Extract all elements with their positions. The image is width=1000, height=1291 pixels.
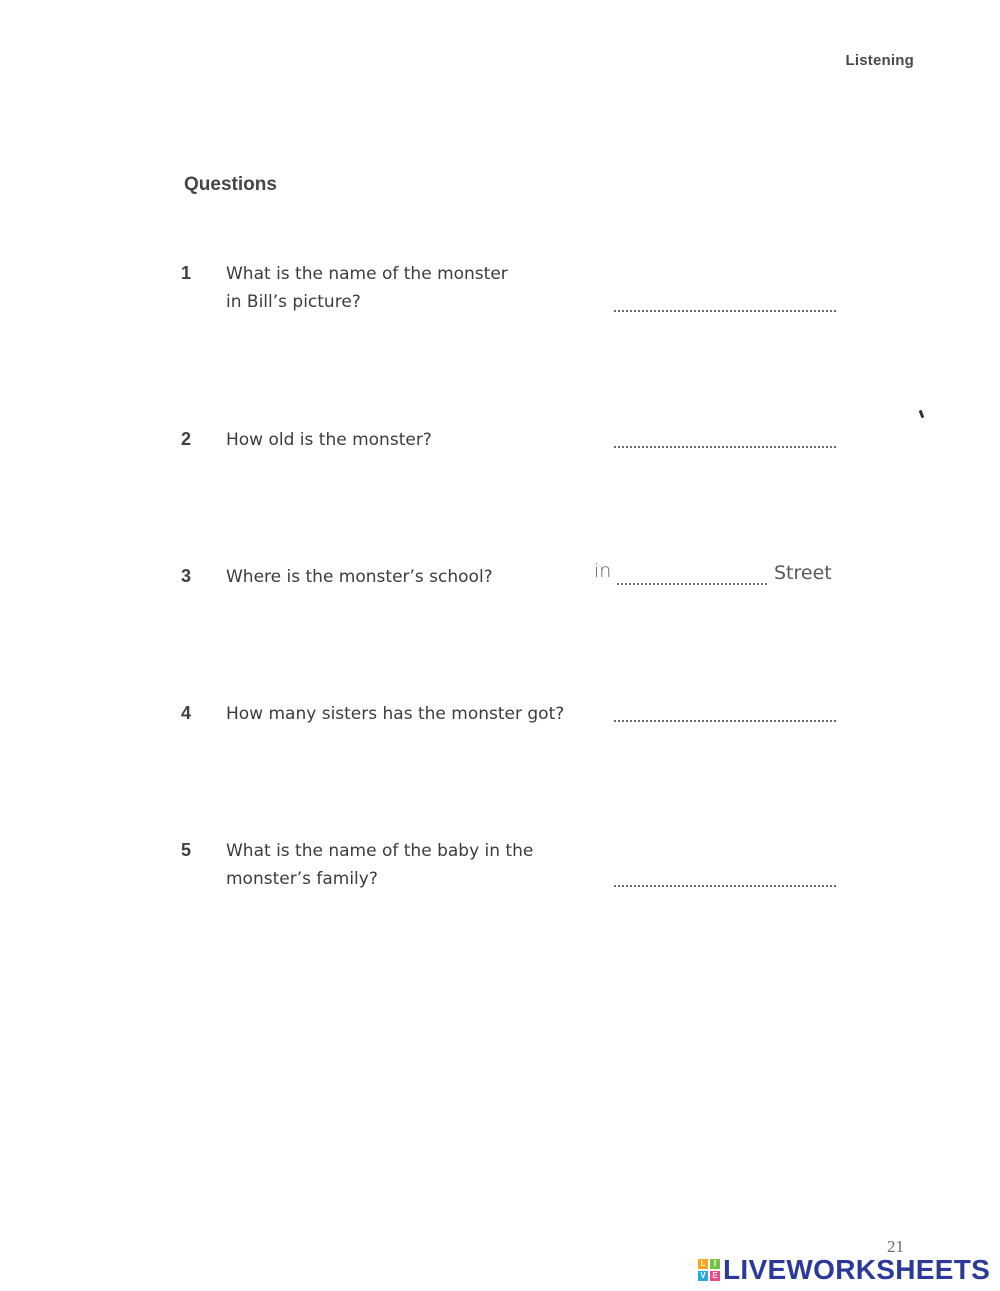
answer-field-5[interactable] [614,885,836,887]
answer-suffix-street: Street [774,562,832,584]
scan-speck [919,410,925,419]
question-1-text [226,260,508,316]
answer-field-4[interactable] [614,720,836,722]
questions-heading: Questions [184,174,277,195]
liveworksheets-brand[interactable] [698,1254,990,1286]
answer-field-3[interactable] [617,583,767,585]
question-4-text: How many sisters has the monster got? [226,704,565,724]
question-number-2: 2 [181,429,192,449]
question-2-text: How old is the monster? [226,430,432,450]
brand-name: LIVEWORKSHEETS [723,1254,991,1285]
section-label: Listening [845,52,914,69]
liveworksheets-logo-icon [698,1259,720,1281]
question-5-text [226,837,533,893]
logo-tile-v: V [698,1271,708,1281]
question-3-text: Where is the monster’s school? [226,567,493,587]
question-number-1: 1 [181,263,192,283]
answer-field-1[interactable] [614,310,836,312]
question-number-5: 5 [181,840,192,860]
question-number-4: 4 [181,703,192,723]
answer-field-2[interactable] [614,446,836,448]
answer-prefix-in: in [594,560,612,582]
logo-tile-l: L [698,1259,708,1269]
page-number: 21 [887,1237,904,1256]
question-5-line-2: monster’s family? [226,869,378,889]
question-1-line-2: in Bill’s picture? [226,292,361,312]
logo-tile-i: I [710,1259,720,1269]
question-number-3: 3 [181,566,192,586]
question-1-line-1: What is the name of the monster [226,264,508,284]
question-5-line-1: What is the name of the baby in the [226,841,534,861]
logo-tile-e: E [710,1271,720,1281]
